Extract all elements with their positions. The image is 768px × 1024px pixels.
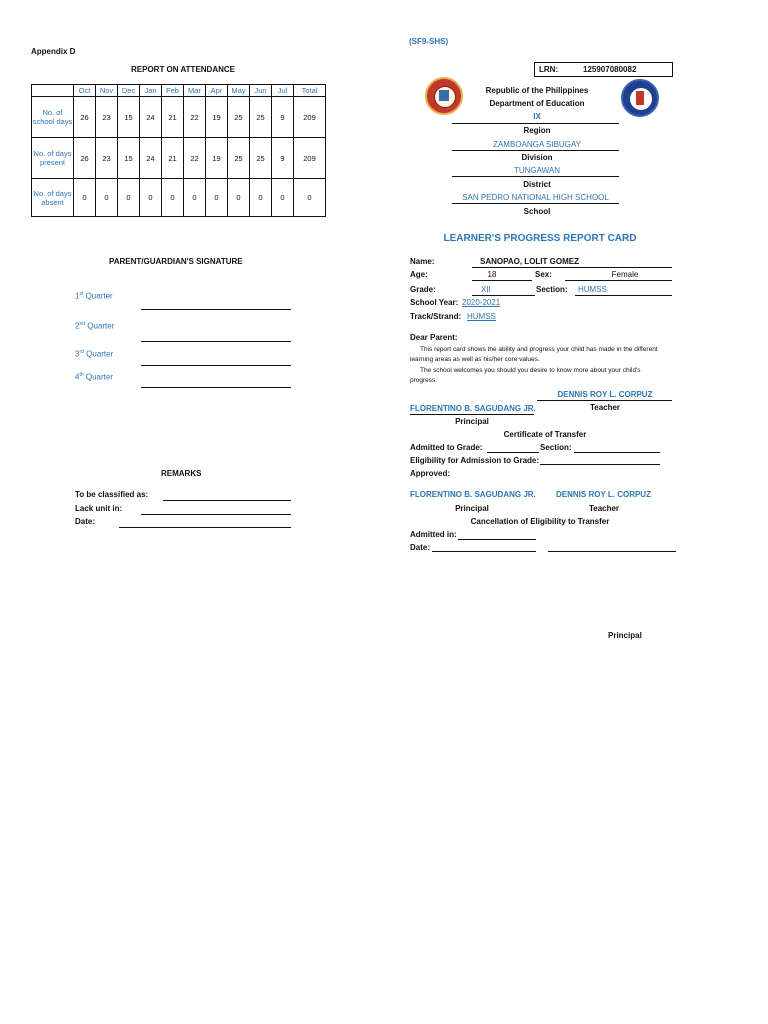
corner-cell — [32, 85, 74, 97]
table-cell: 23 — [96, 97, 118, 138]
table-cell: 15 — [118, 138, 140, 179]
admitted-in-line[interactable] — [458, 539, 536, 540]
month-header: Oct — [74, 85, 96, 97]
division-line — [452, 150, 619, 151]
teacher-name-2: DENNIS ROY L. CORPUZ — [556, 490, 651, 499]
lack-unit-label: Lack unit in: — [75, 504, 123, 513]
table-cell: 26 — [74, 138, 96, 179]
school-year-value: 2020-2021 — [462, 298, 501, 307]
republic-label: Republic of the Philippines — [485, 86, 589, 95]
section-label: Section: — [536, 285, 568, 294]
month-header: Apr — [206, 85, 228, 97]
sex-label: Sex: — [535, 270, 552, 279]
row-label: No. of school days — [32, 97, 74, 138]
month-header: Dec — [118, 85, 140, 97]
teacher-label: Teacher — [589, 403, 621, 412]
teacher-label-2: Teacher — [588, 504, 620, 513]
date-label: Date: — [75, 517, 96, 526]
sex-line — [565, 280, 672, 281]
name-value: SANOPAO, LOLIT GOMEZ — [480, 257, 579, 266]
date-line[interactable] — [119, 527, 291, 528]
table-cell: 15 — [118, 97, 140, 138]
total-cell: 209 — [294, 138, 326, 179]
age-label: Age: — [410, 270, 428, 279]
quarter-2-label: 2nd Quarter — [75, 321, 115, 331]
eligibility-label: Eligibility for Admission to Grade: — [410, 456, 540, 465]
table-row — [32, 138, 326, 179]
cancel-date-label: Date: — [410, 543, 431, 552]
quarter-3-signature-line[interactable] — [141, 365, 291, 366]
school-year-label: School Year: — [410, 298, 459, 307]
table-cell: 0 — [228, 179, 250, 217]
principal-line — [410, 414, 534, 415]
month-header: Mar — [184, 85, 206, 97]
card-title: LEARNER'S PROGRESS REPORT CARD — [443, 233, 637, 244]
table-cell: 25 — [250, 97, 272, 138]
teacher-name: DENNIS ROY L. CORPUZ — [557, 390, 653, 399]
division-label: Division — [521, 153, 553, 162]
table-cell: 26 — [74, 97, 96, 138]
region-label: Region — [523, 126, 551, 135]
quarter-4-label: 4th Quarter — [75, 372, 113, 382]
principal-label-2: Principal — [455, 504, 489, 513]
table-cell: 21 — [162, 138, 184, 179]
table-cell: 25 — [250, 138, 272, 179]
teacher-line — [537, 400, 672, 401]
quarter-3-label: 3rd Quarter — [75, 349, 114, 359]
sex-value: Female — [611, 270, 639, 279]
approved-label: Approved: — [410, 469, 450, 478]
division-value: ZAMBOANGA SIBUGAY — [493, 140, 581, 149]
grade-label: Grade: — [410, 285, 436, 294]
total-header: Total — [294, 85, 326, 97]
table-cell: 0 — [118, 179, 140, 217]
name-line — [472, 267, 672, 268]
table-cell: 19 — [206, 138, 228, 179]
table-cell: 9 — [272, 138, 294, 179]
track-value: HUMSS — [467, 312, 496, 321]
table-cell: 0 — [96, 179, 118, 217]
form-code: (SF9-SHS) — [409, 37, 449, 46]
month-header: Jan — [140, 85, 162, 97]
classified-label: To be classified as: — [75, 490, 149, 499]
table-cell: 24 — [140, 138, 162, 179]
department-label: Department of Education — [489, 99, 585, 108]
eligibility-line[interactable] — [540, 464, 660, 465]
table-cell: 22 — [184, 138, 206, 179]
section-transfer-line[interactable] — [574, 452, 660, 453]
deped-seal-icon — [621, 79, 659, 117]
district-label: District — [523, 180, 551, 189]
principal-name-2: FLORENTINO B. SAGUDANG JR. — [410, 490, 536, 499]
month-header: Feb — [162, 85, 184, 97]
dear-parent: Dear Parent: — [410, 333, 458, 342]
intro-paragraph: This report card shows the ability and progress your child has made in the different learning areas as well as his/her core values. — [410, 346, 658, 363]
table-cell: 0 — [184, 179, 206, 217]
school-line — [452, 203, 619, 204]
row-label: No. of days absent — [32, 179, 74, 217]
month-header: May — [228, 85, 250, 97]
table-row — [32, 97, 326, 138]
table-cell: 9 — [272, 97, 294, 138]
age-value: 18 — [487, 270, 497, 279]
section-line — [575, 295, 672, 296]
principal-signature-line[interactable] — [548, 551, 676, 552]
table-cell: 25 — [228, 138, 250, 179]
total-cell: 209 — [294, 97, 326, 138]
table-cell: 24 — [140, 97, 162, 138]
region-line — [452, 123, 619, 124]
cancellation-title: Cancellation of Eligibility to Transfer — [470, 517, 610, 526]
quarter-2-signature-line[interactable] — [141, 341, 291, 342]
region-value: IX — [533, 112, 541, 121]
grade-line — [472, 295, 535, 296]
section-transfer-label: Section: — [540, 443, 572, 452]
table-cell: 0 — [162, 179, 184, 217]
admitted-grade-label: Admitted to Grade: — [410, 443, 483, 452]
name-label: Name: — [410, 257, 435, 266]
track-label: Track/Strand: — [410, 312, 462, 321]
table-cell: 0 — [272, 179, 294, 217]
signature-title: PARENT/GUARDIAN'S SIGNATURE — [109, 257, 243, 266]
principal-name: FLORENTINO B. SAGUDANG JR. — [410, 404, 536, 413]
table-cell: 19 — [206, 97, 228, 138]
attendance-title: REPORT ON ATTENDANCE — [131, 65, 235, 74]
table-cell: 21 — [162, 97, 184, 138]
section-value: HUMSS — [578, 285, 607, 294]
month-header: Jul — [272, 85, 294, 97]
table-cell: 25 — [228, 97, 250, 138]
lrn-label: LRN: — [539, 65, 559, 74]
welcome-paragraph: The school welcomes you should you desire to know more about your child's progress. — [410, 367, 641, 384]
principal-label: Principal — [455, 417, 489, 426]
certificate-title: Certificate of Transfer — [503, 430, 587, 439]
attendance-header-row — [32, 85, 326, 97]
appendix-label: Appendix D — [31, 47, 76, 56]
quarter-1-label: 1st Quarter — [75, 291, 113, 301]
table-cell: 0 — [206, 179, 228, 217]
admitted-grade-line[interactable] — [487, 452, 539, 453]
district-value: TUNGAWAN — [513, 166, 561, 175]
lack-unit-line[interactable] — [141, 514, 291, 515]
cancel-date-line[interactable] — [432, 551, 536, 552]
table-cell: 23 — [96, 138, 118, 179]
month-header: Nov — [96, 85, 118, 97]
quarter-4-signature-line[interactable] — [141, 387, 291, 388]
school-value: SAN PEDRO NATIONAL HIGH SCHOOL — [462, 193, 609, 202]
classified-line[interactable] — [163, 500, 291, 501]
row-label: No. of days present — [32, 138, 74, 179]
age-line — [472, 280, 532, 281]
remarks-title: REMARKS — [161, 469, 202, 478]
quarter-1-signature-line[interactable] — [141, 309, 291, 310]
table-cell: 0 — [140, 179, 162, 217]
principal-bottom-label: Principal — [608, 631, 642, 640]
lrn-box — [534, 62, 673, 77]
table-cell: 22 — [184, 97, 206, 138]
lrn-value: 125907080082 — [583, 65, 637, 74]
table-cell: 0 — [74, 179, 96, 217]
total-cell: 0 — [294, 179, 326, 217]
grade-value: XII — [481, 285, 491, 294]
district-line — [452, 176, 619, 177]
attendance-table — [31, 84, 326, 217]
school-label: School — [523, 207, 551, 216]
admitted-in-label: Admitted in: — [410, 530, 457, 539]
month-header: Jun — [250, 85, 272, 97]
table-cell: 0 — [250, 179, 272, 217]
school-seal-icon — [425, 77, 463, 115]
table-row — [32, 179, 326, 217]
